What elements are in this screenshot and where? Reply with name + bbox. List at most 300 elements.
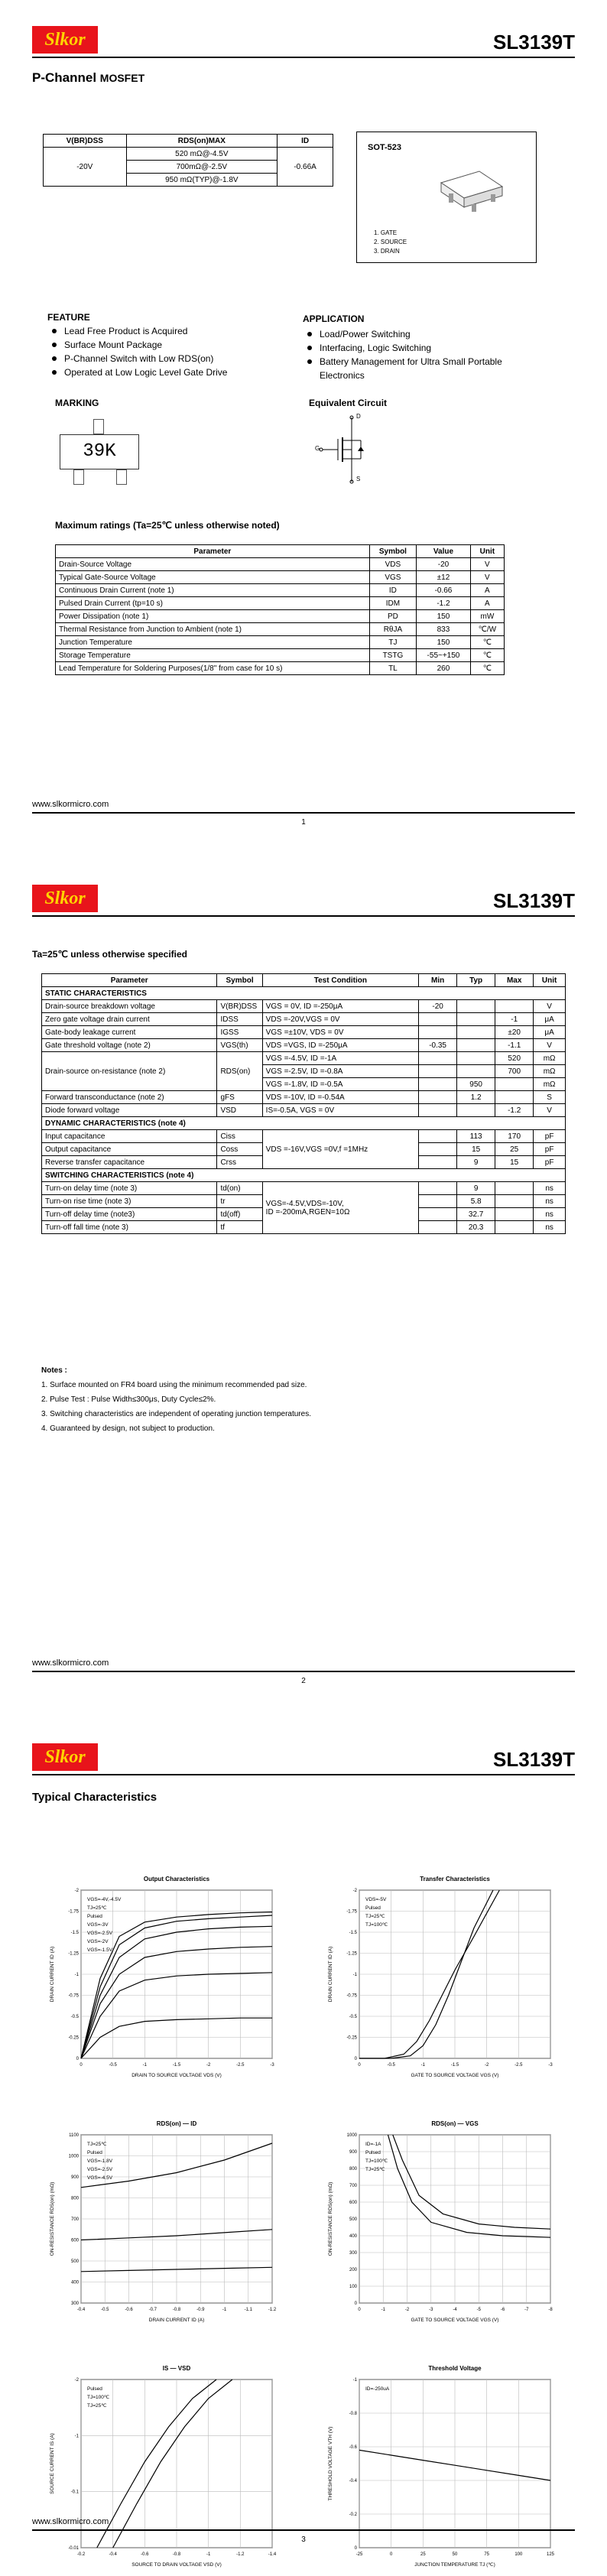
x-tick-label: 50 bbox=[452, 2552, 458, 2557]
table-row bbox=[56, 571, 505, 584]
x-axis-label: SOURCE TO DRAIN VOLTAGE VSD (V) bbox=[131, 2562, 222, 2568]
x-tick-label: -8 bbox=[548, 2308, 553, 2312]
chart-annotation: Pulsed bbox=[87, 2150, 102, 2155]
table-row bbox=[42, 974, 566, 987]
section-title: STATIC CHARACTERISTICS bbox=[42, 987, 566, 1000]
table-cell: -0.66 bbox=[417, 584, 471, 597]
table-cell: 170 bbox=[495, 1130, 534, 1143]
table-row bbox=[42, 1182, 566, 1195]
table-cell: 833 bbox=[417, 623, 471, 636]
x-tick-label: -0.6 bbox=[125, 2308, 133, 2312]
chart-title: Threshold Voltage bbox=[428, 2365, 482, 2372]
table-cell: Lead Temperature for Soldering Purposes(1/8" from case for 10 s) bbox=[56, 662, 370, 675]
table-cell: Forward transconductance (note 2) bbox=[42, 1091, 217, 1104]
part-number: SL3139T bbox=[493, 31, 575, 54]
table-cell: V bbox=[534, 1000, 566, 1013]
table-cell: ns bbox=[534, 1195, 566, 1208]
y-tick-label: 600 bbox=[70, 2238, 79, 2243]
summary-rds: 520 mΩ@-4.5V bbox=[126, 148, 278, 161]
table-cell: ID bbox=[369, 584, 416, 597]
table-row bbox=[56, 597, 505, 610]
table-cell: 9 bbox=[457, 1182, 495, 1195]
note-item: 3. Switching characteristics are independent of operating junction temperatures. bbox=[41, 1410, 311, 1418]
section-row bbox=[42, 1169, 566, 1182]
table-cell: Output capacitance bbox=[42, 1143, 217, 1156]
chart-annotation: VGS=-2V bbox=[87, 1939, 109, 1944]
note-item: 2. Pulse Test : Pulse Width≤300μs, Duty Cycle≤2%. bbox=[41, 1395, 216, 1404]
y-tick-label: -0.4 bbox=[349, 2479, 357, 2483]
table-cell: -1.1 bbox=[495, 1039, 534, 1052]
electrical-table bbox=[41, 973, 566, 1234]
table-cell bbox=[419, 1078, 457, 1091]
table-row bbox=[42, 1091, 566, 1104]
table-cell: ns bbox=[534, 1182, 566, 1195]
y-tick-label: -1 bbox=[74, 2434, 79, 2439]
y-tick-label: -1 bbox=[352, 1973, 357, 1977]
y-tick-label: -1 bbox=[74, 1973, 79, 1977]
table-cell: mΩ bbox=[534, 1052, 566, 1065]
chart-1 bbox=[43, 1870, 286, 2103]
y-tick-label: 0 bbox=[354, 2057, 357, 2061]
summary-table bbox=[43, 134, 333, 187]
table-row bbox=[56, 623, 505, 636]
x-tick-label: 0 bbox=[358, 2063, 361, 2068]
y-tick-label: 700 bbox=[349, 2184, 357, 2188]
table-cell bbox=[419, 1026, 457, 1039]
table-cell: -1 bbox=[495, 1013, 534, 1026]
x-tick-label: -0.4 bbox=[76, 2308, 86, 2312]
table-cell: Zero gate voltage drain current bbox=[42, 1013, 217, 1026]
table-row bbox=[42, 1052, 566, 1065]
chart-annotation: Pulsed bbox=[87, 1914, 102, 1919]
pin-label: 2. SOURCE bbox=[374, 239, 407, 245]
circuit-title: Equivalent Circuit bbox=[309, 398, 388, 408]
table-cell: 150 bbox=[417, 636, 471, 649]
table-cell: Reverse transfer capacitance bbox=[42, 1156, 217, 1169]
chart-annotation: VGS=-3V bbox=[87, 1922, 109, 1928]
y-tick-label: -2 bbox=[74, 1889, 79, 1893]
table-cell: ns bbox=[534, 1221, 566, 1234]
table-cell: ℃/W bbox=[470, 623, 504, 636]
marking-code: 39K bbox=[60, 434, 139, 469]
package-box bbox=[356, 132, 537, 263]
table-cell: 9 bbox=[457, 1156, 495, 1169]
y-tick-label: -2 bbox=[352, 1889, 357, 1893]
y-tick-label: 200 bbox=[349, 2268, 357, 2272]
summary-header: ID bbox=[278, 135, 333, 148]
table-cell: Power Dissipation (note 1) bbox=[56, 610, 370, 623]
table-cell: 25 bbox=[495, 1143, 534, 1156]
chart-annotation: VGS=-1.5V bbox=[87, 1947, 113, 1953]
table-cell: PD bbox=[369, 610, 416, 623]
y-tick-label: -0.01 bbox=[68, 2546, 79, 2551]
y-tick-label: -1.25 bbox=[68, 1951, 79, 1957]
test-condition: VGS=-4.5V,VDS=-10V, bbox=[265, 1199, 344, 1208]
marking-title: MARKING bbox=[55, 398, 99, 408]
chart-annotation: TJ=100℃ bbox=[365, 2159, 388, 2164]
chart-annotation: TJ=100℃ bbox=[87, 2395, 110, 2400]
table-cell: A bbox=[470, 597, 504, 610]
y-tick-label: 0 bbox=[76, 2057, 79, 2061]
table-cell: pF bbox=[534, 1143, 566, 1156]
source-label: S bbox=[356, 476, 361, 482]
marking-pin bbox=[93, 419, 104, 434]
x-tick-label: -25 bbox=[355, 2552, 363, 2557]
table-cell: V bbox=[470, 558, 504, 571]
y-tick-label: 400 bbox=[70, 2280, 79, 2285]
table-cell: Turn-off delay time (note3) bbox=[42, 1208, 217, 1221]
table-cell: IS=-0.5A, VGS = 0V bbox=[262, 1104, 418, 1117]
y-tick-label: -1.5 bbox=[70, 1931, 79, 1935]
table-cell: VGS(th) bbox=[217, 1039, 262, 1052]
chart-svg bbox=[43, 2115, 286, 2344]
marking-pin bbox=[116, 469, 127, 485]
x-tick-label: -1.5 bbox=[450, 2063, 459, 2068]
part-number: SL3139T bbox=[493, 889, 575, 912]
table-cell: pF bbox=[534, 1130, 566, 1143]
x-tick-label: -2 bbox=[404, 2308, 410, 2312]
table-cell: 113 bbox=[457, 1130, 495, 1143]
table-row bbox=[42, 1104, 566, 1117]
x-tick-label: -3 bbox=[548, 2063, 553, 2068]
title-text: P-Channel bbox=[32, 70, 97, 85]
x-tick-label: -0.5 bbox=[101, 2308, 109, 2312]
y-tick-label: -0.5 bbox=[70, 2015, 79, 2019]
table-cell: IGSS bbox=[217, 1026, 262, 1039]
table-row bbox=[56, 662, 505, 675]
table-cell: V bbox=[534, 1104, 566, 1117]
chart-title: RDS(on) — ID bbox=[156, 2120, 197, 2127]
y-tick-label: 0 bbox=[354, 2546, 357, 2551]
x-tick-label: -1.4 bbox=[268, 2552, 277, 2557]
table-cell: A bbox=[470, 584, 504, 597]
y-tick-label: -1.75 bbox=[346, 1909, 357, 1915]
table-header: Symbol bbox=[217, 974, 262, 987]
x-tick-label: 0 bbox=[80, 2063, 83, 2068]
table-cell: -20 bbox=[419, 1000, 457, 1013]
table-cell: Turn-off fall time (note 3) bbox=[42, 1221, 217, 1234]
table-header: Max bbox=[495, 974, 534, 987]
title-suffix: MOSFET bbox=[99, 72, 145, 84]
x-tick-label: -5 bbox=[476, 2308, 481, 2312]
y-tick-label: -0.2 bbox=[349, 2513, 357, 2517]
table-cell: RDS(on) bbox=[217, 1052, 262, 1091]
x-tick-label: 125 bbox=[546, 2552, 555, 2557]
table-cell: td(on) bbox=[217, 1182, 262, 1195]
footer-url: www.slkormicro.com bbox=[32, 2517, 109, 2526]
chart-annotation: TJ=25℃ bbox=[365, 2167, 385, 2172]
table-cell: VDS bbox=[369, 558, 416, 571]
y-tick-label: 400 bbox=[349, 2234, 357, 2239]
chart-annotation: VGS=-2.5V bbox=[87, 2167, 113, 2172]
chart-svg bbox=[321, 2360, 564, 2576]
table-cell: VDS =VGS, ID =-250μA bbox=[262, 1039, 418, 1052]
table-cell bbox=[457, 1013, 495, 1026]
x-tick-label: -0.6 bbox=[141, 2552, 149, 2557]
package-drawing bbox=[426, 160, 510, 221]
table-cell bbox=[419, 1013, 457, 1026]
table-cell: pF bbox=[534, 1156, 566, 1169]
table-cell: Thermal Resistance from Junction to Ambient (note 1) bbox=[56, 623, 370, 636]
table-cell: td(off) bbox=[217, 1208, 262, 1221]
y-tick-label: 500 bbox=[70, 2259, 79, 2264]
table-cell bbox=[419, 1156, 457, 1169]
table-cell: -55~+150 bbox=[417, 649, 471, 662]
y-tick-label: 800 bbox=[349, 2167, 357, 2172]
table-header: Unit bbox=[534, 974, 566, 987]
table-row bbox=[42, 1026, 566, 1039]
summary-header: V(BR)DSS bbox=[44, 135, 127, 148]
y-tick-label: 1000 bbox=[68, 2154, 79, 2159]
page-footer bbox=[32, 800, 575, 814]
y-axis-label: ON-RESISTANCE RDS(on) (mΩ) bbox=[50, 2181, 55, 2256]
table-row bbox=[42, 1130, 566, 1143]
y-tick-label: -0.1 bbox=[70, 2490, 79, 2495]
table-header: Symbol bbox=[369, 545, 416, 558]
chart-annotation: TJ=25℃ bbox=[87, 2142, 107, 2147]
x-tick-label: -2.5 bbox=[514, 2063, 523, 2068]
chart-3 bbox=[43, 2115, 286, 2348]
table-cell: V bbox=[470, 571, 504, 584]
table-cell: mΩ bbox=[534, 1078, 566, 1091]
chart-title: Transfer Characteristics bbox=[420, 1876, 490, 1882]
drain-label: D bbox=[356, 413, 361, 420]
note-item: 4. Guaranteed by design, not subject to production. bbox=[41, 1424, 215, 1433]
table-cell: tf bbox=[217, 1221, 262, 1234]
table-cell: 15 bbox=[457, 1143, 495, 1156]
table-header: Typ bbox=[457, 974, 495, 987]
table-cell: VGS = 0V, ID =-250μA bbox=[262, 1000, 418, 1013]
table-cell bbox=[495, 1208, 534, 1221]
table-cell: Gate threshold voltage (note 2) bbox=[42, 1039, 217, 1052]
circuit-symbol bbox=[315, 414, 376, 485]
x-tick-label: -1 bbox=[222, 2308, 227, 2312]
y-tick-label: -1.75 bbox=[68, 1909, 79, 1915]
chart-title: RDS(on) — VGS bbox=[431, 2120, 479, 2127]
table-cell bbox=[419, 1221, 457, 1234]
x-axis-label: DRAIN CURRENT ID (A) bbox=[148, 2318, 205, 2323]
table-cell bbox=[457, 1104, 495, 1117]
table-cell bbox=[457, 1065, 495, 1078]
table-cell: -0.35 bbox=[419, 1039, 457, 1052]
max-ratings-table bbox=[55, 544, 505, 675]
table-cell: VDS =-10V, ID =-0.54A bbox=[262, 1091, 418, 1104]
summary-header: RDS(on)MAX bbox=[126, 135, 278, 148]
x-tick-label: -0.8 bbox=[172, 2308, 181, 2312]
chart-annotation: VGS=-4.5V bbox=[87, 2175, 113, 2181]
table-header: Parameter bbox=[42, 974, 217, 987]
y-tick-label: -1.25 bbox=[346, 1951, 357, 1957]
table-cell: μA bbox=[534, 1026, 566, 1039]
feature-item: Lead Free Product is Acquired bbox=[47, 324, 292, 338]
table-cell: VGS =-1.8V, ID =-0.5A bbox=[262, 1078, 418, 1091]
table-cell bbox=[419, 1130, 457, 1143]
table-cell: Junction Temperature bbox=[56, 636, 370, 649]
footer-url: www.slkormicro.com bbox=[32, 800, 109, 809]
y-tick-label: 1000 bbox=[346, 2133, 357, 2138]
x-tick-label: -3 bbox=[270, 2063, 274, 2068]
table-cell: gFS bbox=[217, 1091, 262, 1104]
chart-svg bbox=[321, 2115, 564, 2344]
table-cell: -1.2 bbox=[417, 597, 471, 610]
table-cell: Input capacitance bbox=[42, 1130, 217, 1143]
table-cell: VGS =±10V, VDS = 0V bbox=[262, 1026, 418, 1039]
feature-item: P-Channel Switch with Low RDS(on) bbox=[47, 352, 292, 365]
table-cell bbox=[495, 1000, 534, 1013]
table-cell bbox=[495, 1078, 534, 1091]
page-header bbox=[32, 1743, 575, 1775]
chart-annotation: ID=-250uA bbox=[365, 2386, 390, 2392]
x-axis-label: JUNCTION TEMPERATURE TJ (℃) bbox=[414, 2562, 495, 2568]
y-tick-label: -0.6 bbox=[349, 2445, 357, 2450]
table-cell bbox=[457, 1039, 495, 1052]
table-cell: 32.7 bbox=[457, 1208, 495, 1221]
section-row bbox=[42, 987, 566, 1000]
y-axis-label: ON-RESISTANCE RDS(on) (mΩ) bbox=[328, 2181, 333, 2256]
marking-pin bbox=[73, 469, 84, 485]
table-cell: Drain-Source Voltage bbox=[56, 558, 370, 571]
y-tick-label: -2 bbox=[74, 2378, 79, 2383]
x-tick-label: -1.2 bbox=[268, 2308, 277, 2312]
x-tick-label: 75 bbox=[484, 2552, 490, 2557]
brand-logo: Slkor bbox=[32, 26, 98, 54]
table-cell: ℃ bbox=[470, 649, 504, 662]
table-cell: Ciss bbox=[217, 1130, 262, 1143]
y-axis-label: THRESHOLD VOLTAGE VTH (V) bbox=[328, 2426, 333, 2501]
pin-label: 3. DRAIN bbox=[374, 248, 400, 255]
x-tick-label: -1 bbox=[381, 2308, 385, 2312]
application-title: APPLICATION bbox=[303, 313, 365, 324]
table-header: Unit bbox=[470, 545, 504, 558]
table-row bbox=[56, 558, 505, 571]
max-ratings-title: Maximum ratings (Ta=25℃ unless otherwise noted) bbox=[55, 520, 280, 531]
table-cell: TSTG bbox=[369, 649, 416, 662]
table-cell bbox=[495, 1182, 534, 1195]
table-cell: 5.8 bbox=[457, 1195, 495, 1208]
y-tick-label: -0.25 bbox=[68, 2035, 79, 2041]
summary-vbr: -20V bbox=[44, 148, 127, 187]
table-cell: Pulsed Drain Current (tp=10 s) bbox=[56, 597, 370, 610]
table-cell: 150 bbox=[417, 610, 471, 623]
table-cell bbox=[495, 1091, 534, 1104]
chart-svg bbox=[43, 1870, 286, 2100]
table-row bbox=[56, 584, 505, 597]
table-cell: Turn-on rise time (note 3) bbox=[42, 1195, 217, 1208]
table-cell: V bbox=[534, 1039, 566, 1052]
table-row bbox=[42, 1039, 566, 1052]
table-cell: ns bbox=[534, 1208, 566, 1221]
y-tick-label: -0.75 bbox=[346, 1993, 357, 1999]
table-cell: Crss bbox=[217, 1156, 262, 1169]
table-cell: Drain-source on-resistance (note 2) bbox=[42, 1052, 217, 1091]
chart-annotation: Pulsed bbox=[365, 1905, 381, 1911]
footer-url: www.slkormicro.com bbox=[32, 1658, 109, 1668]
brand-logo: Slkor bbox=[32, 885, 98, 912]
table-cell: VSD bbox=[217, 1104, 262, 1117]
table-row bbox=[42, 1013, 566, 1026]
page-footer bbox=[32, 2517, 575, 2531]
table-cell: TL bbox=[369, 662, 416, 675]
table-cell bbox=[419, 1065, 457, 1078]
table-cell: -1.2 bbox=[495, 1104, 534, 1117]
x-tick-label: -2 bbox=[484, 2063, 489, 2068]
table-cell bbox=[495, 1195, 534, 1208]
x-tick-label: -1 bbox=[420, 2063, 426, 2068]
x-tick-label: -0.8 bbox=[172, 2552, 181, 2557]
x-tick-label: -1 bbox=[206, 2552, 211, 2557]
table-cell: tr bbox=[217, 1195, 262, 1208]
table-cell: Turn-on delay time (note 3) bbox=[42, 1182, 217, 1195]
y-tick-label: 100 bbox=[349, 2285, 357, 2289]
table-cell: Drain-source breakdown voltage bbox=[42, 1000, 217, 1013]
x-tick-label: -0.4 bbox=[109, 2552, 117, 2557]
product-title bbox=[32, 70, 144, 86]
table-header: Parameter bbox=[56, 545, 370, 558]
table-header: Min bbox=[419, 974, 457, 987]
pin-list bbox=[374, 229, 407, 256]
x-axis-label: GATE TO SOURCE VOLTAGE VGS (V) bbox=[411, 2073, 499, 2078]
table-cell: ℃ bbox=[470, 662, 504, 675]
y-axis-label: DRAIN CURRENT ID (A) bbox=[50, 1946, 55, 2003]
x-tick-label: 25 bbox=[420, 2552, 426, 2557]
table-cell: 15 bbox=[495, 1156, 534, 1169]
page-2 bbox=[0, 859, 607, 1717]
chart-annotation: TJ=25℃ bbox=[87, 2403, 107, 2409]
chart-annotation: VDS=-5V bbox=[365, 1897, 387, 1902]
x-axis-label: GATE TO SOURCE VOLTAGE VGS (V) bbox=[411, 2318, 499, 2323]
section-title: SWITCHING CHARACTERISTICS (note 4) bbox=[42, 1169, 566, 1182]
y-tick-label: 900 bbox=[349, 2150, 357, 2155]
table-cell: 520 bbox=[495, 1052, 534, 1065]
page-footer bbox=[32, 1658, 575, 1672]
table-cell: TJ bbox=[369, 636, 416, 649]
table-cell: 700 bbox=[495, 1065, 534, 1078]
table-cell: Storage Temperature bbox=[56, 649, 370, 662]
chart-4 bbox=[321, 2115, 564, 2348]
x-tick-label: 100 bbox=[514, 2552, 523, 2557]
y-tick-label: -0.8 bbox=[349, 2412, 357, 2416]
notes bbox=[41, 1363, 311, 1436]
y-tick-label: 300 bbox=[70, 2302, 79, 2306]
brand-logo: Slkor bbox=[32, 1743, 98, 1771]
y-tick-label: 0 bbox=[354, 2302, 357, 2306]
table-cell bbox=[419, 1208, 457, 1221]
typical-title: Typical Characteristics bbox=[32, 1791, 157, 1804]
feature-list bbox=[47, 324, 292, 379]
feature-title: FEATURE bbox=[47, 312, 90, 323]
section-row bbox=[42, 1117, 566, 1130]
feature-item: Operated at Low Logic Level Gate Drive bbox=[47, 365, 292, 379]
chart-annotation: ID=-1A bbox=[365, 2142, 381, 2147]
table-cell: -20 bbox=[417, 558, 471, 571]
chart-annotation: Pulsed bbox=[365, 2150, 381, 2155]
table-cell: S bbox=[534, 1091, 566, 1104]
x-tick-label: -1.1 bbox=[244, 2308, 252, 2312]
page-number: 1 bbox=[301, 818, 306, 827]
table-cell: IDM bbox=[369, 597, 416, 610]
test-condition: ID =-200mA,RGEN=10Ω bbox=[265, 1207, 350, 1217]
chart-title: IS — VSD bbox=[162, 2365, 191, 2372]
table-cell: Typical Gate-Source Voltage bbox=[56, 571, 370, 584]
table-row bbox=[56, 610, 505, 623]
chart-title: Output Characteristics bbox=[143, 1876, 210, 1882]
table-cell bbox=[419, 1182, 457, 1195]
x-tick-label: -2.5 bbox=[236, 2063, 245, 2068]
x-tick-label: 0 bbox=[389, 2552, 393, 2557]
chart-annotation: TJ=25℃ bbox=[87, 1905, 107, 1911]
table-cell: ℃ bbox=[470, 636, 504, 649]
table-cell bbox=[495, 1221, 534, 1234]
